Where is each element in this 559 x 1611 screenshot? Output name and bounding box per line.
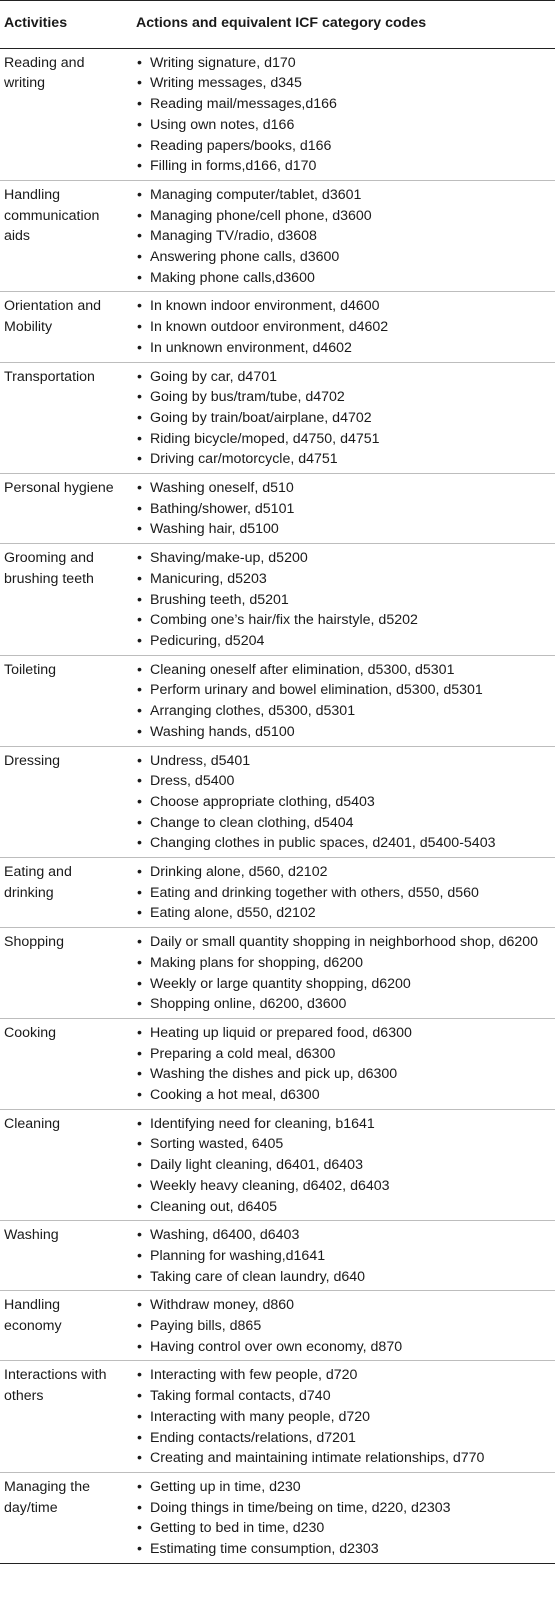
table-row	[0, 474, 555, 544]
activity-cell: Handling communication aids	[0, 180, 136, 292]
action-item: • Combing one’s hair/fix the hairstyle, d5202	[136, 610, 555, 631]
action-item: • Estimating time consumption, d2303	[136, 1539, 555, 1560]
action-item: • Daily or small quantity shopping in neighborhood shop, d6200	[136, 932, 555, 953]
activity-cell: Transportation	[0, 362, 136, 474]
action-item: • Going by car, d4701	[136, 367, 555, 388]
action-list	[136, 1295, 555, 1357]
activity-cell: Cleaning	[0, 1109, 136, 1221]
action-item: • Getting up in time, d230	[136, 1477, 555, 1498]
table-row	[0, 928, 555, 1019]
action-item: • Sorting wasted, 6405	[136, 1134, 555, 1155]
action-item: • Managing phone/cell phone, d3600	[136, 206, 555, 227]
table-row	[0, 1473, 555, 1564]
activity-cell: Reading and writing	[0, 48, 136, 180]
action-item: • Creating and maintaining intimate relationships, d770	[136, 1448, 555, 1469]
actions-cell	[136, 928, 555, 1019]
action-item: • Washing the dishes and pick up, d6300	[136, 1064, 555, 1085]
actions-cell	[136, 474, 555, 544]
activity-cell: Grooming and brushing teeth	[0, 544, 136, 656]
action-item: • Writing messages, d345	[136, 73, 555, 94]
action-list	[136, 1225, 555, 1287]
action-item: • Having control over own economy, d870	[136, 1337, 555, 1358]
table-row	[0, 1221, 555, 1291]
activity-cell: Interactions with others	[0, 1361, 136, 1473]
table-body	[0, 48, 555, 1563]
action-list	[136, 185, 555, 289]
action-item: • In unknown environment, d4602	[136, 338, 555, 359]
actions-cell	[136, 1109, 555, 1221]
table-row	[0, 1361, 555, 1473]
action-item: • Taking care of clean laundry, d640	[136, 1267, 555, 1288]
action-list	[136, 1365, 555, 1469]
table-row	[0, 362, 555, 474]
action-item: • Weekly heavy cleaning, d6402, d6403	[136, 1176, 555, 1197]
action-item: • Preparing a cold meal, d6300	[136, 1044, 555, 1065]
table-row	[0, 746, 555, 858]
action-item: • Cleaning out, d6405	[136, 1197, 555, 1218]
activity-cell: Managing the day/time	[0, 1473, 136, 1564]
actions-cell	[136, 292, 555, 362]
action-item: • Taking formal contacts, d740	[136, 1386, 555, 1407]
activity-cell: Toileting	[0, 655, 136, 746]
action-item: • Making phone calls,d3600	[136, 268, 555, 289]
action-item: • Managing computer/tablet, d3601	[136, 185, 555, 206]
actions-cell	[136, 1221, 555, 1291]
table-row	[0, 1018, 555, 1109]
action-item: • Ending contacts/relations, d7201	[136, 1428, 555, 1449]
table-row	[0, 180, 555, 292]
action-item: • Going by train/boat/airplane, d4702	[136, 408, 555, 429]
action-item: • Answering phone calls, d3600	[136, 247, 555, 268]
actions-cell	[136, 544, 555, 656]
header-row	[0, 1, 555, 49]
action-item: • Pedicuring, d5204	[136, 631, 555, 652]
action-item: • Washing hair, d5100	[136, 519, 555, 540]
action-item: • Choose appropriate clothing, d5403	[136, 792, 555, 813]
action-list	[136, 660, 555, 743]
action-item: • Reading mail/messages,d166	[136, 94, 555, 115]
action-item: • Getting to bed in time, d230	[136, 1518, 555, 1539]
action-item: • Undress, d5401	[136, 751, 555, 772]
action-item: • Shaving/make-up, d5200	[136, 548, 555, 569]
action-item: • Riding bicycle/moped, d4750, d4751	[136, 429, 555, 450]
activity-cell: Shopping	[0, 928, 136, 1019]
actions-cell	[136, 746, 555, 858]
activity-cell: Personal hygiene	[0, 474, 136, 544]
action-list	[136, 478, 555, 540]
action-item: • Making plans for shopping, d6200	[136, 953, 555, 974]
activity-cell: Cooking	[0, 1018, 136, 1109]
actions-cell	[136, 1018, 555, 1109]
header-activities: Activities	[0, 1, 136, 49]
actions-cell	[136, 48, 555, 180]
table-row	[0, 1109, 555, 1221]
action-item: • Interacting with few people, d720	[136, 1365, 555, 1386]
action-list	[136, 296, 555, 358]
action-item: • In known outdoor environment, d4602	[136, 317, 555, 338]
action-item: • Washing, d6400, d6403	[136, 1225, 555, 1246]
action-item: • Drinking alone, d560, d2102	[136, 862, 555, 883]
action-item: • In known indoor environment, d4600	[136, 296, 555, 317]
activity-cell: Eating and drinking	[0, 858, 136, 928]
action-list	[136, 751, 555, 855]
action-item: • Withdraw money, d860	[136, 1295, 555, 1316]
action-item: • Shopping online, d6200, d3600	[136, 994, 555, 1015]
action-list	[136, 862, 555, 924]
actions-cell	[136, 858, 555, 928]
action-item: • Heating up liquid or prepared food, d6300	[136, 1023, 555, 1044]
action-list	[136, 1477, 555, 1560]
action-item: • Using own notes, d166	[136, 115, 555, 136]
action-item: • Interacting with many people, d720	[136, 1407, 555, 1428]
table-header	[0, 1, 555, 49]
action-item: • Planning for washing,d1641	[136, 1246, 555, 1267]
action-item: • Washing hands, d5100	[136, 722, 555, 743]
action-item: • Brushing teeth, d5201	[136, 590, 555, 611]
actions-cell	[136, 362, 555, 474]
action-item: • Eating alone, d550, d2102	[136, 903, 555, 924]
action-list	[136, 367, 555, 471]
table-row	[0, 858, 555, 928]
actions-cell	[136, 180, 555, 292]
action-item: • Doing things in time/being on time, d220, d2303	[136, 1498, 555, 1519]
action-item: • Reading papers/books, d166	[136, 136, 555, 157]
action-item: • Changing clothes in public spaces, d2401, d5400-5403	[136, 833, 555, 854]
action-item: • Eating and drinking together with others, d550, d560	[136, 883, 555, 904]
table-row	[0, 544, 555, 656]
actions-cell	[136, 1291, 555, 1361]
action-list	[136, 1023, 555, 1106]
activity-cell: Orientation and Mobility	[0, 292, 136, 362]
action-item: • Going by bus/tram/tube, d4702	[136, 387, 555, 408]
actions-cell	[136, 655, 555, 746]
table-row	[0, 48, 555, 180]
table-row	[0, 655, 555, 746]
table-row	[0, 292, 555, 362]
action-item: • Bathing/shower, d5101	[136, 499, 555, 520]
action-item: • Filling in forms,d166, d170	[136, 156, 555, 177]
action-item: • Identifying need for cleaning, b1641	[136, 1114, 555, 1135]
action-list	[136, 53, 555, 177]
activity-cell: Washing	[0, 1221, 136, 1291]
action-item: • Driving car/motorcycle, d4751	[136, 449, 555, 470]
action-item: • Managing TV/radio, d3608	[136, 226, 555, 247]
table-row	[0, 1291, 555, 1361]
action-item: • Cooking a hot meal, d6300	[136, 1085, 555, 1106]
action-item: • Arranging clothes, d5300, d5301	[136, 701, 555, 722]
actions-cell	[136, 1473, 555, 1564]
action-item: • Change to clean clothing, d5404	[136, 813, 555, 834]
action-item: • Dress, d5400	[136, 771, 555, 792]
actions-cell	[136, 1361, 555, 1473]
activity-cell: Dressing	[0, 746, 136, 858]
action-item: • Daily light cleaning, d6401, d6403	[136, 1155, 555, 1176]
action-item: • Washing oneself, d510	[136, 478, 555, 499]
action-item: • Writing signature, d170	[136, 53, 555, 74]
activity-cell: Handling economy	[0, 1291, 136, 1361]
action-item: • Weekly or large quantity shopping, d6200	[136, 974, 555, 995]
action-item: • Perform urinary and bowel elimination, d5300, d5301	[136, 680, 555, 701]
action-list	[136, 1114, 555, 1218]
action-item: • Cleaning oneself after elimination, d5300, d5301	[136, 660, 555, 681]
action-item: • Manicuring, d5203	[136, 569, 555, 590]
action-list	[136, 548, 555, 652]
header-actions: Actions and equivalent ICF category codes	[136, 1, 555, 49]
action-item: • Paying bills, d865	[136, 1316, 555, 1337]
action-list	[136, 932, 555, 1015]
